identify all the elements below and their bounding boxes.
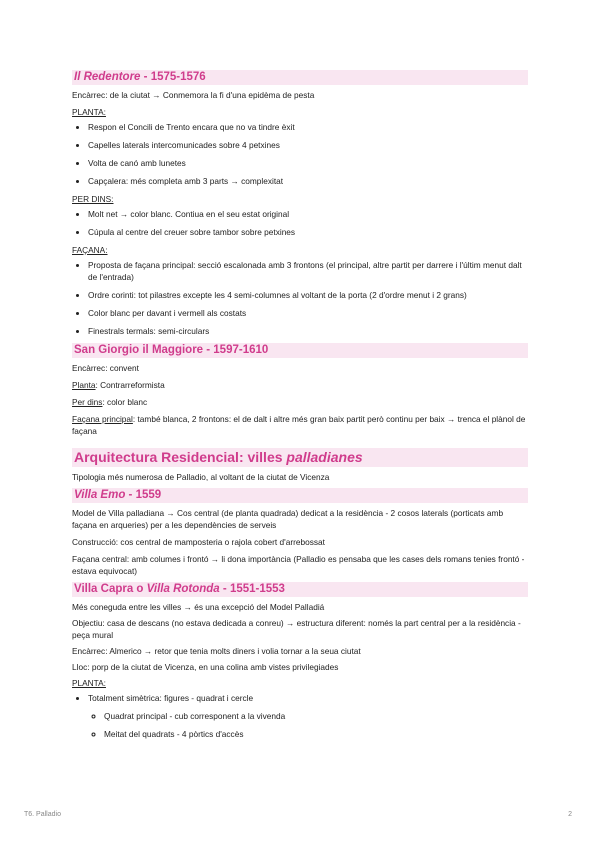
section-heading-san-giorgio: San Giorgio il Maggiore - 1597-1610 [72,343,528,358]
list-item: • Capelles laterals intercomunicades sobre 4 petxines [88,139,528,151]
heading-text: Arquitectura Residencial: villes [74,449,287,465]
paragraph-encarrec: Encàrrec: convent [72,363,139,373]
paragraph-planta [72,379,528,391]
heading-italic: Villa Emo [74,489,126,501]
label-per-dins: PER DINS: [72,194,114,204]
list-item: • Respon el Concili de Trento encara que no va tindre èxit [88,121,528,133]
sub-list-item: ◦ Quadrat principal - cub corresponent a la vivenda [104,710,528,722]
paragraph-lloc: Lloc: porp de la ciutat de Vicenza, en una colina amb vistes privilegiades [72,662,339,672]
paragraph-model: Model de Villa palladiana → Cos central (de planta quadrada) dedicat a la residència - 2 cosos laterals (porticats amb façana en arqueries) per a les dependències de serveis [72,508,504,530]
paragraph-encarrec: Encàrrec: Almerico → retor que tenia molts diners i volia tornar a la seua ciutat [72,646,361,656]
inline-text: : Contrarreformista [95,380,165,390]
list-item-text: Totalment simètrica: figures - quadrat i cercle [88,693,254,703]
heading-text: Villa Capra o [74,583,147,595]
list-per-dins [72,208,528,238]
paragraph-encarrec: Encàrrec: de la ciutat → Conmemora la fi d'una epidèma de pesta [72,90,315,100]
inline-label: Per dins [72,397,103,407]
section-heading-redentore [72,70,528,85]
paragraph-objectiu: Objectiu: casa de descans (no estava dedicada a conreu) → estructura diferent: només la part central per a la residència - peça mural [72,618,521,640]
paragraph-facana-central: Façana central: amb columes i frontó → li dona importància (Palladio es pensaba que les cases dels romans tenies frontó - estava equivocat) [72,554,525,576]
list-item: • Capçalera: més completa amb 3 parts → complexitat [88,175,528,187]
heading-italic: palladianes [286,449,363,465]
paragraph-facana [72,413,528,437]
inline-text: : color blanc [102,397,148,407]
list-item: • Color blanc per davant i vermell als costats [88,307,528,319]
heading-italic: Villa Rotonda [146,583,220,595]
sub-list [88,710,528,740]
section-heading-villa-emo [72,488,528,503]
heading-dates: - 1559 [125,489,162,501]
inline-label: Planta [72,380,96,390]
label-facana: FAÇANA: [72,245,108,255]
list-planta [72,692,528,740]
list-item: • Finestrals termals: semi-circulars [88,325,528,337]
list-item: • Volta de canó amb lunetes [88,157,528,169]
heading-dates: - 1551-1553 [219,583,285,595]
heading-dates: - 1575-1576 [140,71,206,83]
list-facana [72,259,528,337]
list-item: • Proposta de façana principal: secció escalonada amb 3 frontons (el principal, altre partit per darrere i l'últim menut dalt de l'entrada) [88,259,528,283]
page-content [72,70,528,746]
list-planta [72,121,528,187]
label-planta: PLANTA: [72,107,106,117]
label-planta: PLANTA: [72,678,106,688]
paragraph-construccio: Construcció: cos central de mamposteria o rajola cobert d'arrebossat [72,537,325,547]
section-heading-residencial [72,448,528,467]
inline-text: : també blanca, 2 frontons: el de dalt i altre més gran baix partit però continu per baix → trenca el plànol de façana [72,414,526,436]
page-number: 2 [568,811,572,818]
inline-label: Façana principal [72,414,133,424]
list-item: • Ordre corinti: tot pilastres excepte les 4 semi-columnes al voltant de la porta (2 d'ordre menut i 2 grans) [88,289,528,301]
paragraph-per-dins [72,396,528,408]
heading-italic: Il Redentore [74,71,141,83]
list-item: • Cúpula al centre del creuer sobre tambor sobre petxines [88,226,528,238]
paragraph-coneguda: Més coneguda entre les villes → és una excepció del Model Palladiá [72,602,325,612]
sub-list-item: ◦ Meitat del quadrats - 4 pòrtics d'accès [104,728,528,740]
list-item [88,692,528,740]
paragraph-tipologia: Tipologia més numerosa de Palladio, al voltant de la ciutat de Vicenza [72,472,330,482]
list-item: • Molt net → color blanc. Contiua en el seu estat original [88,208,528,220]
section-heading-villa-capra [72,582,528,597]
footer-title: T6. Palladio [24,811,61,818]
